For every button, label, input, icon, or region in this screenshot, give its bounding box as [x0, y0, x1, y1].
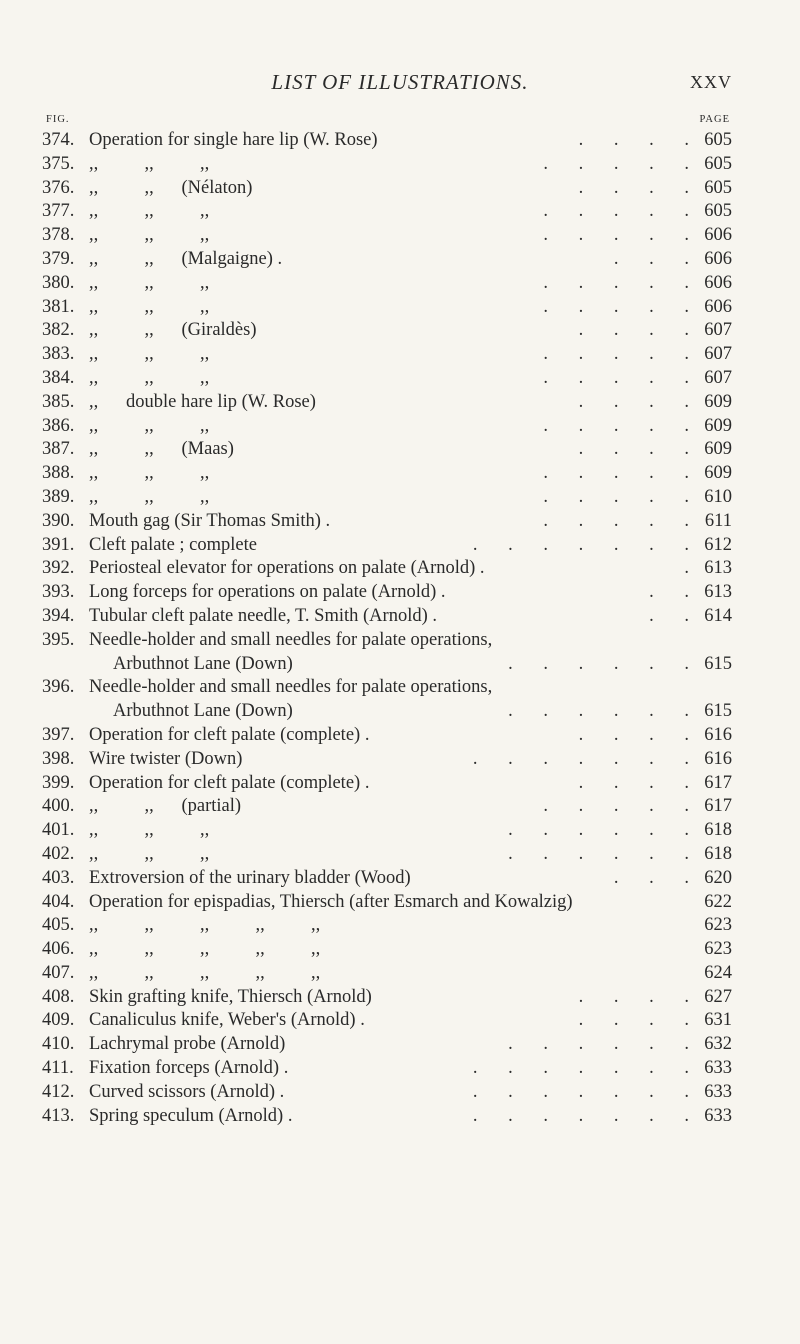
dot-leader: . . . . .	[543, 225, 702, 246]
caption-line: ,, ,, ,,	[89, 367, 210, 388]
list-item	[0, 343, 800, 367]
list-item	[0, 224, 800, 248]
figure-number: 405.	[42, 915, 75, 936]
dot-leader: . . . .	[578, 439, 702, 460]
page-reference: 614	[704, 605, 732, 626]
page-reference: 605	[704, 177, 732, 198]
page-reference: 618	[704, 843, 732, 864]
dot-leader: . . . . .	[543, 272, 702, 293]
page-reference: 605	[704, 130, 732, 150]
dot-leader: . . . . .	[543, 510, 702, 531]
dot-leader: . . . . .	[543, 486, 702, 507]
figure-number: 392.	[42, 558, 75, 579]
caption-line: Long forceps for operations on palate (Arnold) .	[89, 582, 446, 603]
figure-caption	[89, 914, 710, 938]
list-item	[0, 986, 800, 1010]
caption-line: Tubular cleft palate needle, T. Smith (Arnold) .	[89, 605, 437, 626]
caption-line: Fixation forceps (Arnold) .	[89, 1058, 289, 1079]
caption-line: ,, ,, (Maas)	[89, 439, 234, 460]
caption-line: Extroversion of the urinary bladder (Wood)	[89, 867, 411, 888]
page-reference: 627	[704, 986, 732, 1007]
figure-number: 374.	[42, 130, 75, 150]
list-item	[0, 272, 800, 296]
dot-leader: . . . .	[578, 986, 702, 1007]
page-reference: 612	[704, 534, 732, 555]
page-reference: 617	[704, 772, 732, 793]
page-reference: 609	[704, 463, 732, 484]
running-header	[0, 70, 800, 100]
page-reference: 620	[704, 867, 732, 888]
figure-number: 396.	[42, 677, 75, 698]
figure-caption	[89, 605, 710, 629]
page-title: LIST OF ILLUSTRATIONS.	[271, 70, 529, 94]
caption-line: ,, ,, (Malgaigne) .	[89, 248, 283, 269]
dot-leader: . .	[649, 582, 702, 603]
figure-number: 378.	[42, 225, 75, 246]
list-item	[0, 486, 800, 510]
list-item	[0, 629, 800, 677]
figure-caption	[89, 581, 710, 605]
figure-number: 407.	[42, 962, 75, 983]
caption-line: ,, ,, ,,	[89, 225, 210, 246]
dot-leader: . . .	[613, 248, 702, 269]
page-reference: 618	[704, 820, 732, 841]
dot-leader: . . . . .	[543, 463, 702, 484]
dot-leader: . . . . . .	[508, 653, 702, 674]
figure-number: 379.	[42, 248, 75, 269]
figure-number: 384.	[42, 367, 75, 388]
list-item	[0, 962, 800, 986]
caption-line: ,, ,, ,,	[89, 415, 210, 436]
list-item	[0, 153, 800, 177]
page-column-label: PAGE	[699, 114, 730, 125]
page-reference: 605	[704, 201, 732, 222]
caption-line: Curved scissors (Arnold) .	[89, 1081, 285, 1102]
page-reference: 615	[704, 701, 732, 722]
caption-line: Cleft palate ; complete	[89, 534, 257, 555]
dot-leader: . . . . . . .	[472, 1081, 702, 1102]
list-item	[0, 1057, 800, 1081]
figure-number: 408.	[42, 986, 75, 1007]
figure-number: 409.	[42, 1010, 75, 1031]
list-item	[0, 200, 800, 224]
list-item	[0, 867, 800, 891]
list-item	[0, 914, 800, 938]
figure-number: 394.	[42, 605, 75, 626]
page-reference: 606	[704, 272, 732, 293]
dot-leader: . . . .	[578, 130, 702, 150]
caption-line: Lachrymal probe (Arnold)	[89, 1034, 286, 1055]
list-item	[0, 795, 800, 819]
figure-number: 393.	[42, 582, 75, 603]
figure-number: 399.	[42, 772, 75, 793]
dot-leader: . . . . . . .	[472, 1105, 702, 1126]
list-item	[0, 748, 800, 772]
page-reference: 633	[704, 1081, 732, 1102]
page-reference: 605	[704, 153, 732, 174]
caption-line: ,, double hare lip (W. Rose)	[89, 391, 316, 412]
fig-column-label: FIG.	[46, 114, 70, 125]
page-reference: 622	[704, 891, 732, 912]
dot-leader: .	[684, 558, 702, 579]
dot-leader: . . . .	[578, 320, 702, 341]
column-headings	[0, 114, 800, 130]
caption-continuation: Arbuthnot Lane (Down)	[113, 653, 293, 674]
page-reference: 606	[704, 248, 732, 269]
caption-line: ,, ,, ,, ,, ,,	[89, 962, 321, 983]
page-reference: 613	[704, 558, 732, 579]
dot-leader: . . . .	[578, 772, 702, 793]
figure-number: 404.	[42, 891, 75, 912]
figure-number: 377.	[42, 201, 75, 222]
figure-number: 400.	[42, 796, 75, 817]
dot-leader: . . . .	[578, 724, 702, 745]
figure-number: 397.	[42, 724, 75, 745]
page-reference: 623	[704, 915, 732, 936]
caption-line: Operation for single hare lip (W. Rose)	[89, 130, 378, 150]
list-item	[0, 557, 800, 581]
caption-line: Periosteal elevator for operations on palate (Arnold) .	[89, 558, 485, 579]
page-reference: 632	[704, 1034, 732, 1055]
page-reference: 624	[704, 962, 732, 983]
dot-leader: . . . . . . .	[472, 748, 702, 769]
figure-number: 402.	[42, 843, 75, 864]
list-item	[0, 177, 800, 201]
caption-line: ,, ,, ,,	[89, 201, 210, 222]
figure-caption	[89, 938, 710, 962]
caption-line: Wire twister (Down)	[89, 748, 243, 769]
page-reference: 609	[704, 415, 732, 436]
list-item	[0, 724, 800, 748]
dot-leader: . . . . . . .	[472, 1058, 702, 1079]
caption-line: ,, ,, ,,	[89, 486, 210, 507]
list-item	[0, 1033, 800, 1057]
caption-line: ,, ,, ,,	[89, 153, 210, 174]
dot-leader: . . . . .	[543, 201, 702, 222]
list-item	[0, 438, 800, 462]
page-reference: 609	[704, 391, 732, 412]
page-reference: 607	[704, 367, 732, 388]
caption-line: Skin grafting knife, Thiersch (Arnold)	[89, 986, 372, 1007]
figure-number: 383.	[42, 344, 75, 365]
list-item	[0, 1081, 800, 1105]
figure-number: 388.	[42, 463, 75, 484]
figure-number: 380.	[42, 272, 75, 293]
list-item	[0, 462, 800, 486]
dot-leader: . . . . .	[543, 296, 702, 317]
figure-number: 395.	[42, 629, 75, 650]
list-item	[0, 534, 800, 558]
page-reference: 606	[704, 225, 732, 246]
caption-line: ,, ,, ,, ,, ,,	[89, 915, 321, 936]
figure-number: 403.	[42, 867, 75, 888]
list-item	[0, 319, 800, 343]
list-item	[0, 605, 800, 629]
list-item	[0, 415, 800, 439]
dot-leader: . . . . . .	[508, 820, 702, 841]
list-item	[0, 391, 800, 415]
figure-caption	[89, 891, 710, 915]
dot-leader: . . . . . .	[508, 843, 702, 864]
caption-line: ,, ,, ,,	[89, 463, 210, 484]
page-reference: 631	[704, 1010, 732, 1031]
caption-line: ,, ,, ,,	[89, 296, 210, 317]
caption-line: Spring speculum (Arnold) .	[89, 1105, 293, 1126]
dot-leader: . . . . .	[543, 344, 702, 365]
caption-line: Mouth gag (Sir Thomas Smith) .	[89, 510, 331, 531]
figure-caption	[89, 962, 710, 986]
dot-leader: . . . . . .	[508, 1034, 702, 1055]
list-item	[0, 510, 800, 534]
figure-number: 406.	[42, 939, 75, 960]
dot-leader: . . . .	[578, 1010, 702, 1031]
dot-leader: . .	[649, 605, 702, 626]
illustration-list	[0, 129, 800, 1128]
page-reference: 607	[704, 344, 732, 365]
page-reference: 609	[704, 439, 732, 460]
caption-line: ,, ,, (Nélaton)	[89, 177, 253, 198]
list-item	[0, 772, 800, 796]
dot-leader: . . . . .	[543, 415, 702, 436]
dot-leader: . . . . . . .	[472, 534, 702, 555]
figure-number: 375.	[42, 153, 75, 174]
page-reference: 606	[704, 296, 732, 317]
page-reference: 623	[704, 939, 732, 960]
page-number: XXV	[690, 72, 732, 92]
list-item	[0, 819, 800, 843]
page-reference: 607	[704, 320, 732, 341]
caption-line: ,, ,, ,,	[89, 272, 210, 293]
figure-number: 398.	[42, 748, 75, 769]
list-item	[0, 843, 800, 867]
list-item	[0, 296, 800, 320]
figure-number: 411.	[42, 1058, 74, 1079]
figure-caption	[89, 557, 710, 581]
caption-line: ,, ,, ,,	[89, 820, 210, 841]
figure-number: 391.	[42, 534, 75, 555]
caption-line: ,, ,, ,,	[89, 344, 210, 365]
figure-number: 410.	[42, 1034, 75, 1055]
caption-line: Canaliculus knife, Weber's (Arnold) .	[89, 1010, 365, 1031]
caption-line: Operation for epispadias, Thiersch (after Esmarch and Kowalzig)	[89, 891, 573, 912]
page-reference: 617	[704, 796, 732, 817]
caption-continuation: Arbuthnot Lane (Down)	[113, 701, 293, 722]
page-reference: 613	[704, 582, 732, 603]
dot-leader: . . . . .	[543, 367, 702, 388]
dot-leader: . . . . .	[543, 796, 702, 817]
dot-leader: . . . .	[578, 391, 702, 412]
page-reference: 611	[704, 510, 732, 531]
page-reference: 633	[704, 1105, 732, 1126]
caption-line: ,, ,, (Giraldès)	[89, 320, 257, 341]
dot-leader: . . . . .	[543, 153, 702, 174]
page-reference: 633	[704, 1058, 732, 1079]
caption-line: ,, ,, (partial)	[89, 796, 242, 817]
page-reference: 616	[704, 724, 732, 745]
list-item	[0, 248, 800, 272]
figure-number: 385.	[42, 391, 75, 412]
page-reference: 615	[704, 653, 732, 674]
dot-leader: . . . .	[578, 177, 702, 198]
figure-number: 381.	[42, 296, 75, 317]
caption-line: Needle-holder and small needles for palate operations,	[89, 677, 493, 698]
dot-leader: . . .	[613, 867, 702, 888]
list-item	[0, 938, 800, 962]
figure-number: 390.	[42, 510, 75, 531]
page-reference: 616	[704, 748, 732, 769]
list-item	[0, 1009, 800, 1033]
figure-number: 387.	[42, 439, 75, 460]
list-item	[0, 581, 800, 605]
dot-leader: . . . . . .	[508, 701, 702, 722]
caption-line: ,, ,, ,,	[89, 843, 210, 864]
figure-number: 386.	[42, 415, 75, 436]
caption-line: Operation for cleft palate (complete) .	[89, 724, 370, 745]
figure-number: 382.	[42, 320, 75, 341]
list-item	[0, 367, 800, 391]
list-item	[0, 891, 800, 915]
figure-number: 412.	[42, 1081, 75, 1102]
figure-number: 401.	[42, 820, 75, 841]
figure-number: 376.	[42, 177, 75, 198]
list-item	[0, 676, 800, 724]
page-reference: 610	[704, 486, 732, 507]
caption-line: Needle-holder and small needles for palate operations,	[89, 629, 493, 650]
caption-line: ,, ,, ,, ,, ,,	[89, 939, 321, 960]
list-item	[0, 129, 800, 153]
figure-number: 413.	[42, 1105, 75, 1126]
figure-number: 389.	[42, 486, 75, 507]
caption-line: Operation for cleft palate (complete) .	[89, 772, 370, 793]
list-item	[0, 1105, 800, 1129]
